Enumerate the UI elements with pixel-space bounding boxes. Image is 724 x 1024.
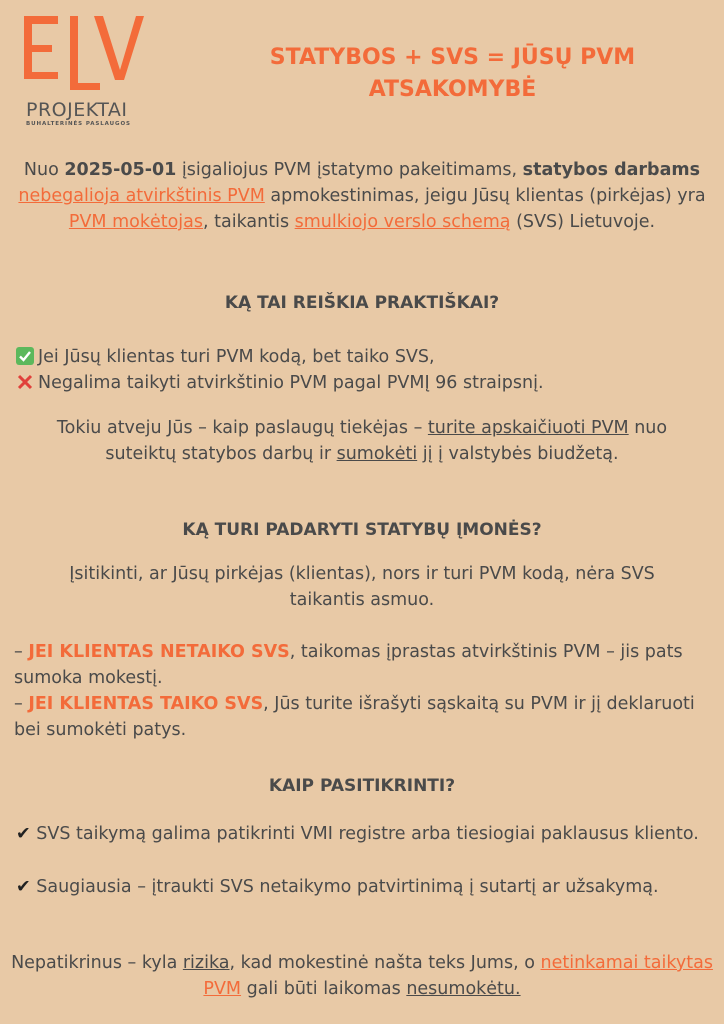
dash: – bbox=[14, 642, 29, 662]
footer-text: Nepatikrinus – kyla bbox=[11, 953, 183, 973]
page-title bbox=[225, 42, 680, 106]
check-item-2-text: Saugiausia – įtraukti SVS netaikymo patvirtinimą į sutartį ar užsakymą. bbox=[30, 877, 659, 897]
link-vat-payer[interactable]: PVM mokėtojas bbox=[68, 212, 204, 232]
bullet-no-svs-label: JEI KLIENTAS NETAIKO SVS bbox=[28, 642, 290, 662]
intro-text: Nuo bbox=[23, 160, 65, 180]
footer-underline: rizika bbox=[182, 953, 230, 973]
check-box-icon bbox=[16, 347, 34, 365]
footer-paragraph bbox=[10, 950, 714, 1002]
s1-text: nuo suteiktų statybos darbų ir bbox=[105, 418, 668, 464]
intro-paragraph bbox=[10, 157, 714, 235]
bullet-svs-label: JEI KLIENTAS TAIKO SVS bbox=[28, 694, 264, 714]
intro-text: (SVS) Lietuvoje. bbox=[510, 212, 656, 232]
footer-text: gali būti laikomas bbox=[241, 979, 407, 999]
link-incorrect-vat[interactable]: netinkamai taikytas PVM bbox=[203, 953, 713, 999]
s1-underline: turite apskaičiuoti PVM bbox=[427, 418, 629, 438]
check-text: Jei Jūsų klientas turi PVM kodą, bet taiko SVS, bbox=[38, 347, 435, 367]
check-line bbox=[16, 344, 716, 370]
bullet-svs bbox=[14, 691, 710, 743]
link-small-business-scheme[interactable]: smulkiojo verslo schemą bbox=[294, 212, 511, 232]
section2-heading: KĄ TURI PADARYTI STATYBŲ ĮMONĖS? bbox=[182, 520, 542, 540]
logo-name: PROJEKTAI bbox=[26, 99, 128, 121]
bullet-no-svs-text: , taikomas įprastas atvirkštinis PVM – jis pats sumoka mokestį. bbox=[14, 642, 683, 688]
intro-bold: statybos darbams bbox=[522, 160, 701, 180]
dash: – bbox=[14, 694, 29, 714]
intro-date: 2025-05-01 bbox=[64, 160, 177, 180]
section1-heading: KĄ TAI REIŠKIA PRAKTIŠKAI? bbox=[224, 293, 500, 313]
intro-text: apmokestinimas, jeigu Jūsų klientas (pirkėjas) yra bbox=[264, 186, 706, 206]
bullet-no-svs bbox=[14, 639, 710, 691]
footer-underline: nesumokėtu. bbox=[406, 979, 521, 999]
link-reverse-vat[interactable]: nebegalioja atvirkštinis PVM bbox=[18, 186, 265, 206]
title-line1: STATYBOS + SVS = JŪSŲ PVM bbox=[269, 45, 636, 70]
bullet-svs-text: , Jūs turite išrašyti sąskaitą su PVM ir jį deklaruoti bei sumokėti patys. bbox=[14, 694, 695, 740]
section2-paragraph: Įsitikinti, ar Jūsų pirkėjas (klientas), nors ir turi PVM kodą, nėra SVS taikantis asmuo. bbox=[69, 564, 655, 610]
title-line2: ATSAKOMYBĖ bbox=[368, 77, 537, 102]
section3-heading: KAIP PASITIKRINTI? bbox=[268, 776, 456, 796]
cross-text: Negalima taikyti atvirkštinio PVM pagal PVMĮ 96 straipsnį. bbox=[38, 373, 544, 393]
checkmark-icon: ✔ bbox=[16, 824, 31, 844]
intro-text: , taikantis bbox=[203, 212, 295, 232]
check-item-2 bbox=[16, 874, 712, 900]
footer-text: , kad mokestinė našta teks Jums, o bbox=[229, 953, 541, 973]
s1-text: Tokiu atveju Jūs – kaip paslaugų tiekėjas – bbox=[56, 418, 428, 438]
s1-text: jį į valstybės biudžetą. bbox=[417, 444, 619, 464]
cross-icon bbox=[16, 373, 34, 391]
check-item-1-text: SVS taikymą galima patikrinti VMI registre arba tiesiogiai paklausus kliento. bbox=[30, 824, 699, 844]
check-item-1 bbox=[16, 821, 712, 847]
intro-text: įsigaliojus PVM įstatymo pakeitimams, bbox=[176, 160, 523, 180]
cross-line bbox=[16, 370, 716, 396]
s1-underline: sumokėti bbox=[336, 444, 418, 464]
logo-tagline: BUHALTERINĖS PASLAUGOS bbox=[26, 121, 131, 127]
section1-paragraph bbox=[40, 415, 684, 467]
checkmark-icon: ✔ bbox=[16, 877, 31, 897]
